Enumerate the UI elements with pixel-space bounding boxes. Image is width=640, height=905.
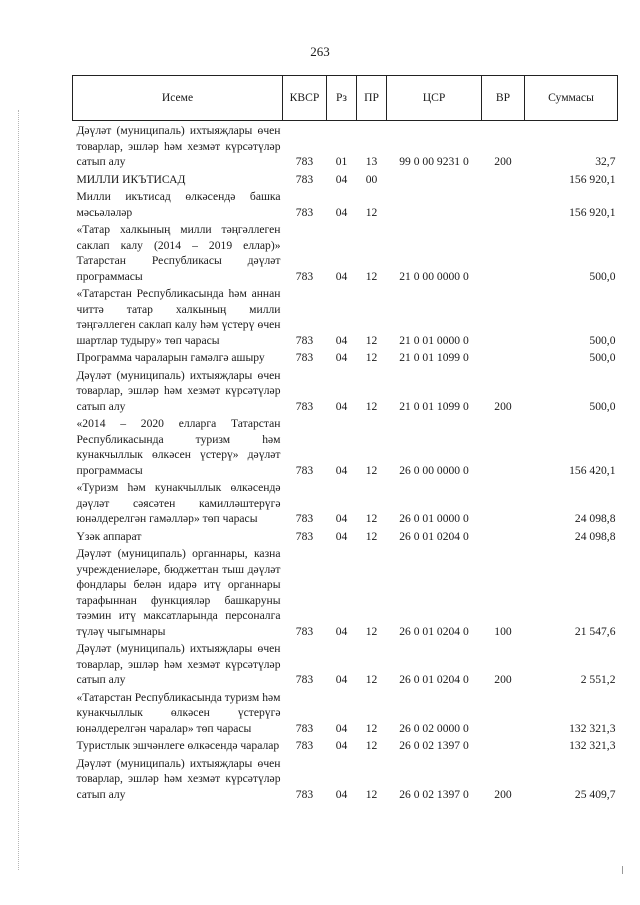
row-rz: 04 [335, 205, 348, 219]
row-vr [482, 478, 525, 527]
table-row [73, 348, 618, 366]
row-vr: 200 [494, 787, 512, 801]
row-rz: 04 [335, 351, 348, 364]
row-vr: 100 [494, 624, 512, 638]
row-rz: 04 [335, 333, 348, 347]
header-csr: ЦСР [387, 76, 482, 121]
row-kvsr: 783 [295, 351, 314, 364]
row-csr: 26 0 02 1397 0 [399, 739, 469, 752]
row-kvsr: 783 [295, 624, 314, 638]
row-rz: 04 [335, 512, 348, 525]
budget-table [72, 75, 618, 802]
row-vr [482, 187, 525, 220]
table-row [73, 170, 618, 188]
table-row [73, 736, 618, 754]
row-csr: 26 0 01 0204 0 [399, 529, 469, 543]
table-row [73, 414, 618, 478]
row-pr: 12 [365, 333, 378, 347]
row-csr [387, 170, 482, 188]
table-body [73, 121, 618, 803]
row-name: «Туризм һәм кунакчыллык өлкәсендә дәүләт сәясәтен камилләштерүгә юнәлдерелгән гамәлләр» төп чарасы [76, 481, 281, 525]
scan-mark [622, 866, 625, 874]
row-csr: 26 0 02 1397 0 [399, 787, 469, 801]
row-csr: 21 0 01 0000 0 [399, 333, 469, 347]
row-name: Туристлык эшчәнлеге өлкәсендә чаралар [76, 739, 280, 752]
row-vr [482, 414, 525, 478]
table-row [73, 284, 618, 348]
row-pr: 00 [365, 172, 378, 186]
row-pr: 12 [365, 673, 378, 686]
row-csr: 21 0 01 1099 0 [399, 399, 469, 413]
row-name: Үзәк аппарат [76, 529, 142, 543]
row-name: Дәүләт (муниципаль) ихтыяҗлары өчен товарлар, эшләр һәм хезмәт күрсәтүләр сатып алу [76, 124, 281, 168]
row-vr: 200 [494, 399, 512, 413]
header-rz: Рз [327, 76, 357, 121]
row-vr: 200 [494, 155, 512, 168]
header-sum: Суммасы [525, 76, 618, 121]
row-csr: 26 0 01 0204 0 [399, 673, 469, 686]
row-pr: 12 [365, 529, 378, 543]
table-row [73, 688, 618, 737]
row-kvsr: 783 [295, 333, 314, 347]
row-sum: 500,0 [589, 333, 616, 347]
row-pr: 12 [365, 399, 378, 413]
row-vr [482, 220, 525, 284]
row-vr [482, 170, 525, 188]
row-kvsr: 783 [295, 787, 314, 801]
row-rz: 04 [335, 172, 348, 186]
row-pr: 12 [365, 624, 378, 638]
row-sum: 2 551,2 [580, 673, 616, 686]
row-pr: 12 [365, 787, 378, 801]
row-rz: 04 [335, 399, 348, 413]
row-name: «Татарстан Республикасында туризм һәм кунакчыллык өлкәсен үстерүгә юнәлдерелгән чаралар» төп чарасы [76, 690, 281, 735]
table-row [73, 754, 618, 803]
row-kvsr: 783 [295, 529, 314, 543]
row-vr [482, 688, 525, 737]
row-sum: 500,0 [589, 269, 616, 283]
row-kvsr: 783 [295, 172, 314, 186]
row-pr: 12 [365, 205, 378, 219]
row-csr: 26 0 01 0000 0 [399, 512, 469, 525]
page-number: 263 [310, 44, 330, 59]
row-name: Дәүләт (муниципаль) органнары, казна учреждениеләре, бюджеттан тыш дәүләт фондлары белән идарә итү органнары тарафыннан функцияләр башкаруны тәэмин итү максатларында персоналга түләү чыгымнары [76, 547, 281, 638]
row-kvsr: 783 [295, 269, 314, 283]
row-vr: 200 [494, 673, 512, 686]
row-csr: 26 0 01 0204 0 [399, 624, 469, 638]
row-csr [387, 187, 482, 220]
row-name: «Татар халкының милли тәңгәллеген саклап калу (2014 – 2019 еллар)» Татарстан Республикасы дәүләт программасы [76, 223, 281, 283]
row-vr [482, 284, 525, 348]
header-kvsr: КВСР [283, 76, 327, 121]
row-pr: 12 [365, 721, 378, 735]
row-rz: 04 [335, 787, 348, 801]
row-sum: 25 409,7 [574, 787, 616, 801]
row-rz: 04 [335, 463, 348, 477]
row-rz: 04 [335, 529, 348, 543]
table-row [73, 121, 618, 170]
table-row [73, 527, 618, 545]
row-csr: 21 0 00 0000 0 [399, 269, 469, 283]
row-rz: 04 [335, 673, 348, 686]
row-pr: 12 [365, 269, 378, 283]
row-csr: 99 0 00 9231 0 [399, 155, 469, 168]
row-rz: 04 [335, 269, 348, 283]
row-rz: 04 [335, 739, 348, 752]
row-sum: 156 420,1 [569, 463, 616, 477]
header-pr: ПР [357, 76, 387, 121]
row-pr: 12 [365, 463, 378, 477]
header-vr: ВР [482, 76, 525, 121]
row-kvsr: 783 [295, 463, 314, 477]
row-csr: 26 0 00 0000 0 [399, 463, 469, 477]
row-sum: 32,7 [595, 155, 616, 168]
row-name: Дәүләт (муниципаль) ихтыяҗлары өчен товарлар, эшләр һәм хезмәт күрсәтүләр сатып алу [76, 642, 281, 686]
row-sum: 24 098,8 [574, 512, 616, 525]
table-row [73, 366, 618, 415]
row-pr: 13 [365, 155, 378, 168]
row-sum: 156 920,1 [569, 172, 616, 186]
row-kvsr: 783 [295, 399, 314, 413]
row-kvsr: 783 [295, 155, 314, 168]
header-name: Исеме [73, 76, 283, 121]
table-header-row [73, 76, 618, 121]
row-kvsr: 783 [295, 739, 314, 752]
row-sum: 24 098,8 [574, 529, 616, 543]
row-name: Милли икътисад өлкәсендә башка мәсьәләләр [76, 190, 281, 219]
row-pr: 12 [365, 739, 378, 752]
row-sum: 156 920,1 [569, 205, 616, 219]
row-csr: 21 0 01 1099 0 [399, 351, 469, 364]
table-row [73, 478, 618, 527]
row-csr: 26 0 02 0000 0 [399, 721, 469, 735]
row-sum: 132 321,3 [569, 721, 616, 735]
row-pr: 12 [365, 351, 378, 364]
row-pr: 12 [365, 512, 378, 525]
row-rz: 04 [335, 721, 348, 735]
scan-margin-line [18, 110, 19, 870]
row-name: МИЛЛИ ИКЪТИСАД [76, 172, 186, 186]
row-rz: 01 [335, 155, 348, 168]
row-kvsr: 783 [295, 512, 314, 525]
row-name: Дәүләт (муниципаль) ихтыяҗлары өчен товарлар, эшләр һәм хезмәт күрсәтүләр сатып алу [76, 756, 281, 801]
row-name: Дәүләт (муниципаль) ихтыяҗлары өчен товарлар, эшләр һәм хезмәт күрсәтүләр сатып алу [76, 368, 281, 413]
row-kvsr: 783 [295, 205, 314, 219]
table-row [73, 220, 618, 284]
table-row [73, 187, 618, 220]
row-sum: 21 547,6 [574, 624, 616, 638]
row-sum: 132 321,3 [569, 739, 616, 752]
table-row [73, 544, 618, 639]
row-vr [482, 527, 525, 545]
row-kvsr: 783 [295, 721, 314, 735]
row-name: Программа чараларын гамәлгә ашыру [76, 351, 265, 364]
row-sum: 500,0 [589, 399, 616, 413]
row-kvsr: 783 [295, 673, 314, 686]
table-row [73, 639, 618, 688]
row-name: «2014 – 2020 елларга Татарстан Республикасында туризм һәм кунакчыллык өлкәсен үстерү» дәүләт программасы [76, 417, 281, 477]
row-rz: 04 [335, 624, 348, 638]
row-vr [482, 736, 525, 754]
row-vr [482, 348, 525, 366]
row-name: «Татарстан Республикасында һәм аннан читтә татар халкының милли тәңгәллеген саклап калу һәм үстерү өчен шартлар тудыру» төп чарасы [76, 287, 281, 347]
row-sum: 500,0 [589, 351, 616, 364]
